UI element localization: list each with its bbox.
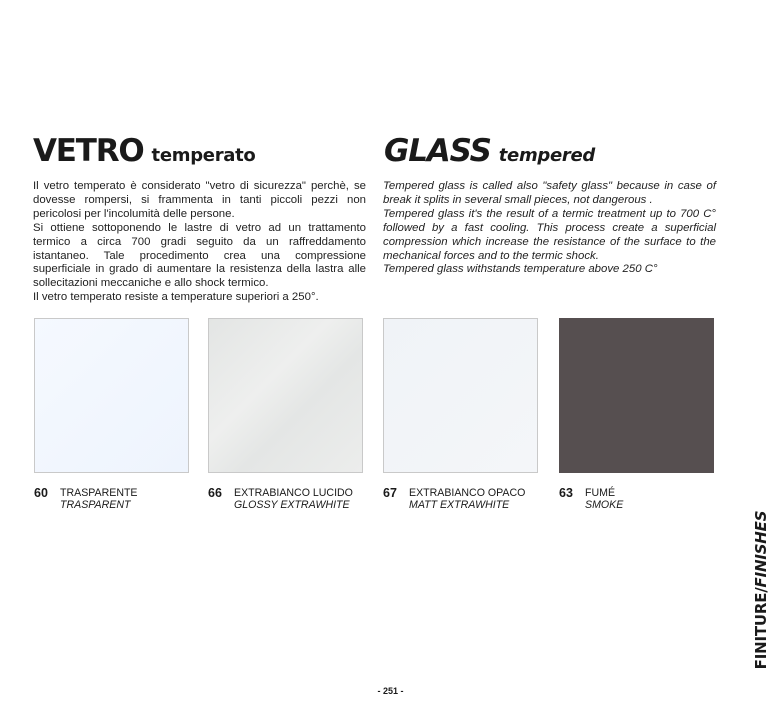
italian-description <box>33 180 366 305</box>
english-paragraph: Tempered glass is called also "safety glass" because in case of break it splits in several small pieces, not dangerous . <box>383 180 716 206</box>
english-paragraph: Tempered glass it's the result of a termic treatment up to 700 C° followed by a fast cooling. This process create a superficial compression which increase the resistance of the surface to the mechanical forces and to the termic shock. <box>383 207 716 262</box>
finish-name-en: GLOSSY EXTRAWHITE <box>234 499 350 511</box>
english-description <box>383 180 716 277</box>
finish-code: 66 <box>208 486 222 500</box>
finish-names <box>234 487 353 511</box>
finish-names <box>409 487 525 511</box>
side-tab-it: FINITURE <box>752 592 770 670</box>
section-side-tab <box>741 510 781 670</box>
finish-name-it: EXTRABIANCO LUCIDO <box>234 487 353 499</box>
italian-subtitle: temperato <box>151 145 256 166</box>
finish-names <box>585 487 623 511</box>
english-paragraph: Tempered glass withstands temperature above 250 C° <box>383 263 658 276</box>
finish-name-it: FUMÉ <box>585 487 616 499</box>
swatch-fume <box>559 318 714 473</box>
finish-code: 60 <box>34 486 48 500</box>
italian-title: VETRO <box>33 133 144 169</box>
finish-name-en: SMOKE <box>585 499 624 511</box>
english-heading <box>384 133 595 169</box>
section-side-tab-text <box>752 511 770 670</box>
finish-name-it: TRASPARENTE <box>60 487 138 499</box>
page-number: - 251 - <box>377 686 404 696</box>
swatch-extrabianco-lucido <box>208 318 363 473</box>
swatch-trasparente <box>34 318 189 473</box>
finish-name-it: EXTRABIANCO OPACO <box>409 487 526 499</box>
side-tab-en: FINISHES <box>752 510 770 588</box>
italian-paragraph: Si ottiene sottoponendo le lastre di vetro ad un trattamento termico a circa 700 gradi seguito da un raffreddamento istantaneo. Tale procedimento crea una compressione superficiale in grado di aumentare la resistenza della lastra alle sollecitazioni meccaniche e allo shock termico. <box>33 221 366 290</box>
italian-heading <box>33 133 256 169</box>
finish-name-en: TRASPARENT <box>60 499 131 511</box>
english-subtitle: tempered <box>498 145 595 166</box>
swatch-extrabianco-opaco <box>383 318 538 473</box>
italian-paragraph: Il vetro temperato resiste a temperature superiori a 250°. <box>33 291 319 304</box>
finish-code: 63 <box>559 486 573 500</box>
italian-paragraph: Il vetro temperato è considerato "vetro di sicurezza" perchè, se dovesse rompersi, si frammenta in tanti piccoli pezzi non pericolosi per l'incolumità delle persone. <box>33 180 366 220</box>
english-title: GLASS <box>384 133 491 169</box>
side-tab-separator: / <box>752 587 770 593</box>
finish-code: 67 <box>383 486 397 500</box>
finish-name-en: MATT EXTRAWHITE <box>409 499 510 511</box>
finish-names <box>60 487 138 511</box>
